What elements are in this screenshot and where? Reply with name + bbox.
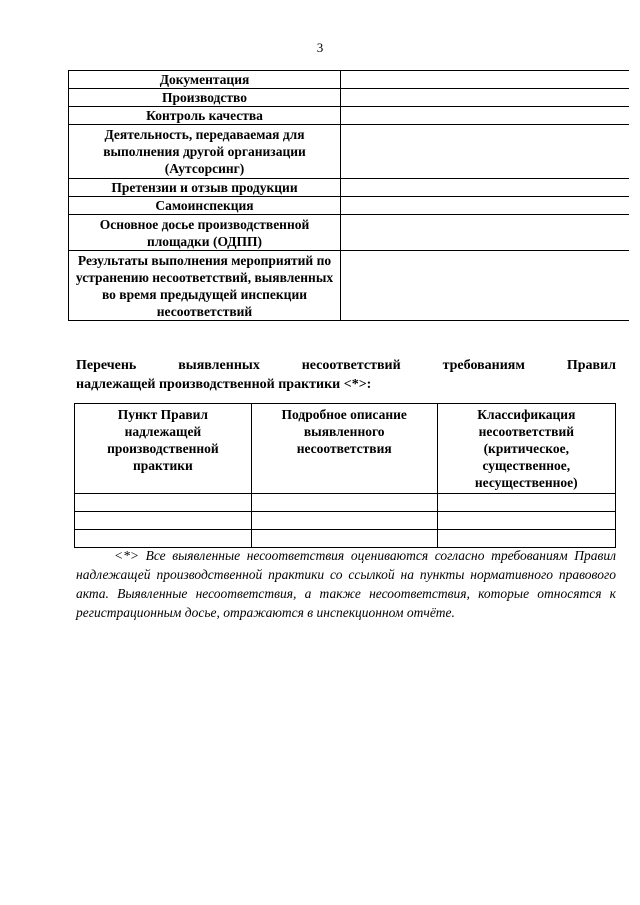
table-row bbox=[69, 251, 630, 321]
area-label: Производство bbox=[69, 89, 341, 107]
table-cell bbox=[251, 512, 437, 530]
table-row bbox=[69, 125, 630, 179]
table-cell bbox=[75, 530, 252, 548]
table-row bbox=[75, 512, 616, 530]
area-value bbox=[341, 125, 630, 179]
area-label: Результаты выполнения мероприятий по устранению несоответствий, выявленных во время предыдущей инспекции несоответствий bbox=[69, 251, 341, 321]
page-number: 3 bbox=[316, 40, 324, 55]
table-row bbox=[69, 71, 630, 89]
footnote-text: <*> Все выявленные несоответствия оцениваются согласно требованиям Правил надлежащей производственной практики со ссылкой на пункты нормативного правового акта. Выявленные несоответствия, а также несоответствия, которые относятся к регистрационным досье, отражаются в инспекционном отчёте. bbox=[76, 548, 616, 620]
table-row bbox=[69, 215, 630, 251]
area-value bbox=[341, 215, 630, 251]
list-title-line1: Перечень выявленных несоответствий требованиям Правил bbox=[76, 358, 616, 373]
table-row bbox=[75, 494, 616, 512]
list-title-line2: надлежащей производственной практики <*>: bbox=[76, 377, 372, 392]
table-cell bbox=[75, 494, 252, 512]
area-value bbox=[341, 71, 630, 89]
area-value bbox=[341, 107, 630, 125]
area-value bbox=[341, 89, 630, 107]
table-header-row bbox=[75, 404, 616, 494]
table-row bbox=[69, 107, 630, 125]
nonconformity-list-title bbox=[76, 356, 616, 394]
area-value bbox=[341, 179, 630, 197]
table-row bbox=[69, 197, 630, 215]
area-label: Документация bbox=[69, 71, 341, 89]
table-cell bbox=[75, 512, 252, 530]
table-row bbox=[69, 89, 630, 107]
table-row bbox=[75, 530, 616, 548]
footnote bbox=[76, 546, 616, 622]
area-label: Претензии и отзыв продукции bbox=[69, 179, 341, 197]
inspection-areas-table bbox=[68, 70, 629, 321]
column-header-gmp-clause: Пункт Правил надлежащей производственной практики bbox=[75, 404, 252, 494]
table-cell bbox=[437, 530, 615, 548]
table-cell bbox=[251, 530, 437, 548]
area-label: Основное досье производственной площадки (ОДПП) bbox=[69, 215, 341, 251]
table-cell bbox=[437, 512, 615, 530]
column-header-classification: Классификация несоответствий (критическое, существенное, несущественное) bbox=[437, 404, 615, 494]
area-label: Контроль качества bbox=[69, 107, 341, 125]
area-label: Самоинспекция bbox=[69, 197, 341, 215]
area-value bbox=[341, 251, 630, 321]
table-cell bbox=[437, 494, 615, 512]
area-label: Деятельность, передаваемая для выполнения другой организации (Аутсорсинг) bbox=[69, 125, 341, 179]
table-cell bbox=[251, 494, 437, 512]
nonconformity-table bbox=[74, 403, 616, 548]
table-row bbox=[69, 179, 630, 197]
area-value bbox=[341, 197, 630, 215]
column-header-description: Подробное описание выявленного несоответствия bbox=[251, 404, 437, 494]
